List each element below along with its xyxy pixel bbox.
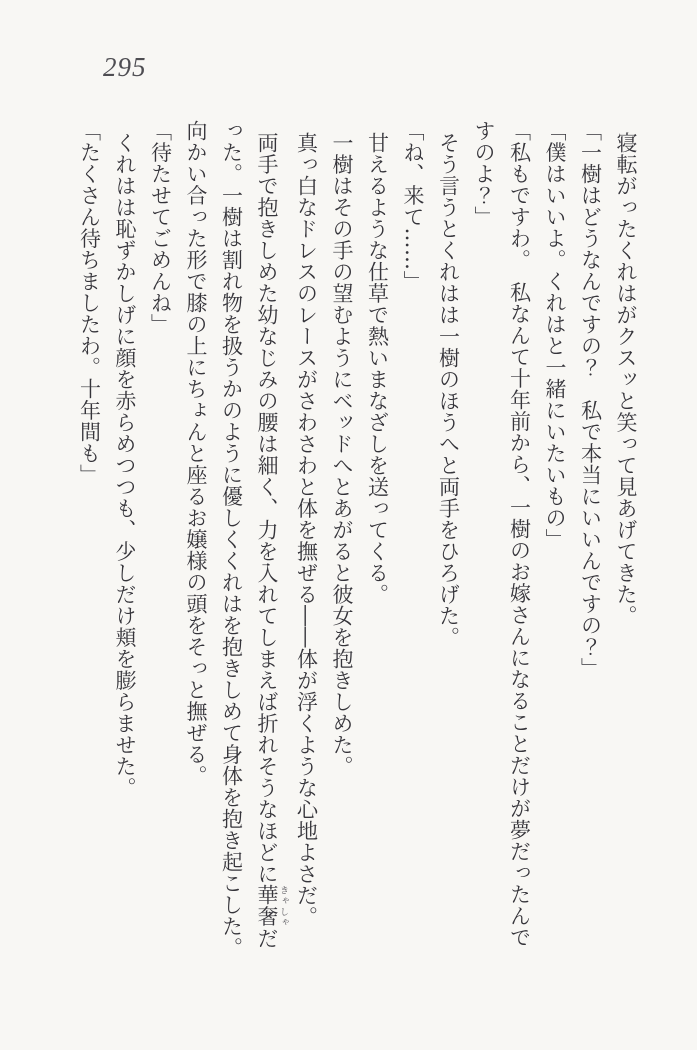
paragraph-narrative: くれはは恥ずかしげに顔を赤らめつつも、少しだけ頬を膨らませた。 — [113, 131, 137, 799]
paragraph-narrative: 真っ白なドレスのレースがさわさわと体を撫ぜる――体が浮くような心地よさだ。 — [294, 131, 319, 928]
ruby-annotated-word: 華奢 きゃしゃ — [255, 884, 288, 928]
paragraph-narrative: 寝転がったくれはがクスッと笑って見あげてきた。 — [614, 131, 638, 627]
paragraph-dialogue: 「一樹はどうなんですの？ 私で本当にいいんですの？」 — [578, 120, 603, 679]
paragraph-dialogue: 「私もですわ。 私なんて十年前から、一樹のお嫁さんになることだけが夢だったんですのよ？」 — [472, 120, 532, 948]
paragraph-dialogue: 「たくさん待ちましたわ。十年間も」 — [77, 120, 102, 486]
text-block — [63, 120, 643, 960]
paragraph-dialogue: 「ね、来て……」 — [401, 120, 425, 292]
paragraph-dialogue: 「待たせてごめんね」 — [148, 120, 173, 335]
paragraph-narrative: そう言うとくれはは一樹のほうへと両手をひろげた。 — [436, 131, 461, 648]
paragraph-narrative: 一樹はその手の望むようにベッドへとあがると彼女を抱きしめた。 — [330, 131, 354, 777]
paragraph-narrative: 両手で抱きしめた幼なじみの腰は細く、力を入れてしまえば折れそうなほどに華奢 きゃしゃだった。一樹は割れ物を扱うかのように優しくくれはを抱きしめて身体を抱き起こした。向かい合った形で膝の上にちょんと座るお嬢様の頭をそっと撫ぜる。 — [184, 120, 288, 959]
paragraph-dialogue: 「僕はいいよ。くれはと一緒にいたいもの」 — [543, 120, 567, 550]
paragraph-narrative: 甘えるような仕草で熱いまなざしを送ってくる。 — [365, 131, 390, 605]
page-number: 295 — [103, 52, 147, 82]
